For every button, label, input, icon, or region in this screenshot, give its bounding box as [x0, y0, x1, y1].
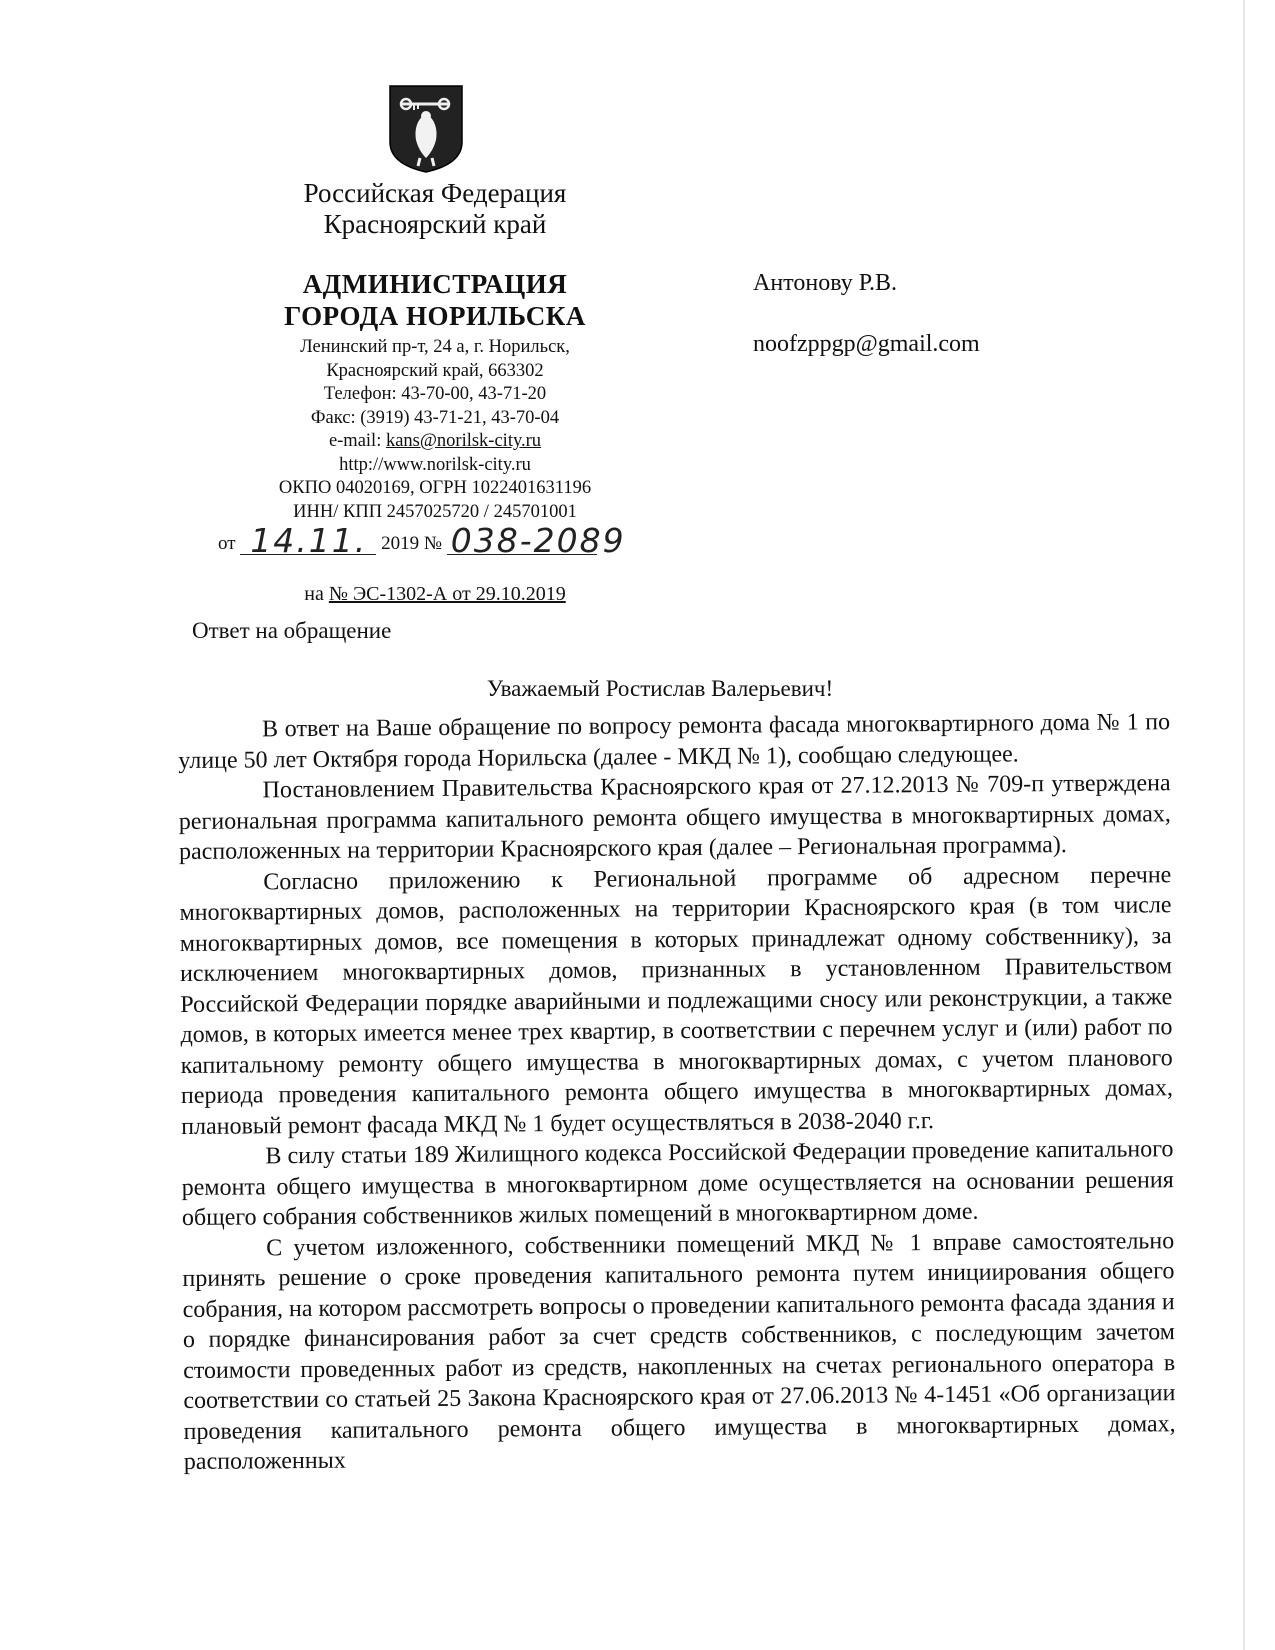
body-paragraph: В ответ на Ваше обращение по вопросу ремонта фасада многоквартирного дома № 1 по улице 50 лет Октября города Норильска (далее - МКД № 1), сообщаю следующее.	[178, 709, 1171, 774]
coat-of-arms-emblem	[388, 84, 464, 174]
recipient-name: Антонову Р.В.	[753, 270, 898, 296]
salutation: Уважаемый Ростислав Валерьевич!	[486, 676, 834, 701]
website[interactable]: http://www.norilsk-city.ru	[339, 454, 531, 475]
reply-prefix: на	[304, 583, 324, 605]
address-line1: Ленинский пр-т, 24 а, г. Норильск,	[300, 337, 570, 357]
header-region: Красноярский край	[323, 209, 547, 239]
date-field	[240, 521, 376, 560]
okpo-ogrn: ОКПО 04020169, ОГРН 1022401631196	[278, 478, 592, 498]
body-paragraph: С учетом изложенного, собственники помещений МКД № 1 вправе самостоятельно принять решение о сроке проведения капитального ремонта путем инициирования общего собрания, на котором рассмотреть вопросы о проведении капитального ремонта фасада здания и о порядке финансирования работ за счет средств собственников, с последующим зачетом стоимости проведенных работ из средств, накопленных на счетах регионального оператора в соответствии со статьей 25 Закона Красноярского края от 27.06.2013 № 4-1451 «Об организации проведения капитального ремонта общего имущества в многоквартирных домах, расположенных	[182, 1227, 1176, 1475]
inn-kpp: ИНН/ КПП 2457025720 / 245701001	[293, 501, 577, 522]
letter-subject: Ответ на обращение	[192, 618, 392, 643]
organization-name-line2: ГОРОДА НОРИЛЬСКА	[284, 301, 586, 331]
phone: Телефон: 43-70-00, 43-71-20	[323, 384, 547, 404]
body-paragraph: Постановлением Правительства Красноярского края от 27.12.2013 № 709-п утверждена региональная программа капитального ремонта общего имущества в многоквартирных домах, расположенных на территории Красноярского края (далее – Региональная программа).	[178, 770, 1171, 865]
number-label: №	[423, 533, 442, 554]
organization-name	[200, 268, 670, 332]
organization-contacts	[200, 336, 670, 524]
handwritten-date: 14.11.	[250, 521, 368, 560]
email-link[interactable]: kans@norilsk-city.ru	[385, 431, 542, 451]
organization-name-line1: АДМИНИСТРАЦИЯ	[302, 269, 568, 299]
letter-body	[178, 707, 1176, 1477]
email-row	[200, 430, 670, 454]
body-paragraph: Согласно приложению к Региональной программе об адресном перечне многоквартирных домов, расположенных на территории Красноярского края (в том числе многоквартирных домов, все помещения в которых принадлежат одному собственнику), за исключением многоквартирных домов, признанных в установленном Правительством Российской Федерации порядке аварийными и подлежащими сносу или реконструкции, а также домов, в которых имеется менее трех квартир, в соответствии с перечнем услуг и (или) работ по капитальному ремонту общего имущества в многоквартирных домах, с учетом планового периода проведения капитального ремонта общего имущества в многоквартирных домах, плановый ремонт фасада МКД № 1 будет осуществляться в 2038-2040 г.г.	[179, 861, 1174, 1140]
registration-line	[218, 521, 626, 560]
header-country: Российская Федерация	[303, 178, 567, 208]
number-field	[447, 521, 626, 560]
recipient-email[interactable]: noofzppgp@gmail.com	[753, 331, 980, 357]
address-line2: Красноярский край, 663302	[326, 360, 544, 381]
handwritten-number: 038-2089	[450, 521, 626, 560]
year: 2019	[381, 533, 420, 554]
page-edge	[1243, 0, 1245, 1650]
reply-reference-line	[200, 583, 670, 606]
from-label: от	[218, 533, 236, 554]
body-paragraph: В силу статьи 189 Жилищного кодекса Российской Федерации проведение капитального ремонта общего имущества в многоквартирном доме осуществляется на основании решения общего собрания собственников жилых помещений в многоквартирном доме.	[181, 1136, 1174, 1231]
header-country-block	[200, 178, 670, 240]
reply-reference: № ЭС-1302-А от 29.10.2019	[328, 583, 566, 605]
email-label: e-mail:	[328, 431, 382, 451]
fax: Факс: (3919) 43-71-21, 43-70-04	[310, 407, 560, 428]
